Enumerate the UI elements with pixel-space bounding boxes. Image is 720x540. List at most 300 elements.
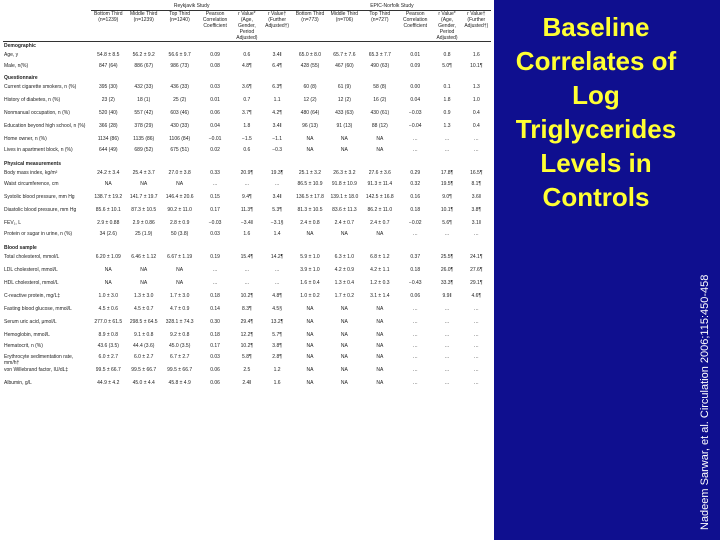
table-cell: 16 (2) [373,97,387,103]
column-header: Middle Third (n=1239) [126,11,161,42]
table-row [3,52,491,63]
table-cell: 99.5 ± 66.7 [131,367,157,373]
table-cell: 139.1 ± 18.0 [330,194,359,200]
table-cell: 1.6 [472,52,480,58]
table-cell: 847 (64) [98,63,118,69]
table-cell: 0.06 [210,367,220,373]
table-cell: 1.3 [443,123,451,129]
table-cell: 1.6 ± 0.4 [300,280,320,286]
table-cell: 0.9 [443,110,451,116]
table-cell: 0.19 [210,254,220,260]
citation-text: Nadeem Sarwar, et al. Circulation 2006;115:450-458 [699,274,711,530]
table-cell: 1106 (84) [169,136,191,142]
table-cell: 4.5 ± 0.6 [98,306,118,312]
table-cell: … [473,319,479,325]
table-cell: … [412,231,418,237]
table-row [3,343,491,354]
table-cell: 520 (40) [98,110,118,116]
table-cell: 2.5 [243,367,251,373]
table-cell: 0.03 [210,84,220,90]
table-cell: 1.7 ± 0.2 [334,293,355,299]
row-label: FEV₁, L [4,220,21,226]
table-cell: 0.29 [410,170,421,176]
table-cell: 0.32 [410,181,421,187]
table-cell: NA [176,280,184,286]
column-header: r Value* (Age, Gender, Period Adjusted) [232,11,261,42]
table-cell: 1134 (86) [97,136,119,142]
table-cell: 99.5 ± 66.7 [167,367,193,373]
table-cell: … [444,319,450,325]
table-cell: 428 (55) [300,63,320,69]
table-cell: … [274,267,280,273]
table-cell: 24.1¶ [470,254,483,260]
table-cell: NA [376,343,384,349]
table-cell: 9.9‖ [442,293,452,299]
table-cell: 1.8 [243,123,251,129]
table-cell: 0.18 [410,207,421,213]
table-cell: 65.3 ± 7.7 [368,52,391,58]
row-label: Serum uric acid, μmol/L [4,319,57,325]
row-label: LDL cholesterol, mmol/L [4,267,58,273]
table-cell: NA [140,181,148,187]
table-cell: 0.06 [410,293,421,299]
table-cell: NA [340,367,348,373]
column-header: Top Third (n=727) [362,11,398,42]
table-cell: 675 (51) [170,147,189,153]
table-cell: 366 (28) [98,123,118,129]
table-row [3,380,491,391]
table-cell: 10.2¶ [240,293,254,299]
table-cell: 4.7 ± 0.9 [169,306,190,312]
table-cell: 90.2 ± 11.0 [167,207,192,213]
table-cell: 6.8 ± 1.2 [370,254,390,260]
table-cell: 12.2¶ [240,332,254,338]
table-cell: 0.08 [210,63,220,69]
table-cell: 10.2¶ [240,343,254,349]
table-cell: 378 (29) [134,123,154,129]
row-label: Male, n(%) [4,63,29,69]
table-row [3,181,491,194]
table-cell: NA [376,354,384,360]
table-cell: 1.0 [472,97,480,103]
study-group-header: Reykjavik Study [91,3,293,11]
table-cell: 58 (8) [373,84,387,90]
row-label: Diastolic blood pressure, mm Hg [4,207,77,213]
table-row [3,136,491,147]
table-cell: … [412,147,418,153]
table-cell: 1.4 [273,231,281,237]
table-cell: 16.5¶ [470,170,483,176]
row-label: Hemoglobin, mmol/L [4,332,50,338]
row-label: Home owner, n (%) [4,136,47,142]
row-label: Protein or sugar in urine, n (%) [4,231,73,237]
table-cell: 19.3¶ [270,170,284,176]
table-cell: 1.1 [273,97,281,103]
table-cell: 0.00 [410,84,421,90]
table-cell: 10.1¶ [440,207,454,213]
column-header: Middle Third (n=706) [327,11,361,42]
table-row [3,110,491,123]
table-cell: 0.15 [210,194,220,200]
table-cell: −3.4‖ [240,220,253,226]
table-cell: 61 (9) [337,84,351,90]
row-label: C-reactive protein, mg/L‡ [4,293,61,299]
table-cell: 25.5¶ [440,254,454,260]
table-cell: … [244,181,250,187]
table-cell: 6.67 ± 1.19 [167,254,193,260]
row-label: von Willebrand factor, IU/dL‡ [4,367,69,373]
table-cell: NA [376,147,384,153]
table-cell: 3.4‖ [272,52,282,58]
table-cell: −1.1 [272,136,283,142]
table-cell: 395 (30) [98,84,118,90]
table-cell: 24.2 ± 3.4 [97,170,120,176]
table-cell: 3.1‖ [471,220,481,226]
table-cell: 25.1 ± 3.2 [298,170,322,176]
table-row [3,84,491,97]
table-row [3,306,491,319]
table-cell: NA [340,343,348,349]
table-cell: NA [306,343,314,349]
table-cell: … [274,181,280,187]
table-cell: NA [376,306,384,312]
table-cell: 5.8¶ [242,354,252,360]
table-cell: 1135 (86) [133,136,155,142]
column-header: Top Third (n=1240) [161,11,197,42]
table-cell: 480 (64) [300,110,320,116]
table-cell: 6.20 ± 1.09 [95,254,121,260]
table-cell: 0.01 [210,97,220,103]
table-row [3,367,491,380]
table-cell: 6.4¶ [272,63,282,69]
table-cell: 33.3¶ [440,280,454,286]
table-cell: 328.1 ± 74.3 [165,319,194,325]
row-label-header [3,11,91,42]
table-cell: 88 (12) [371,123,388,129]
table-cell: … [244,280,250,286]
column-header: Bottom Third (n=1239) [91,11,126,42]
table-cell: 6.0 ± 2.7 [98,354,118,360]
table-cell: NA [176,181,184,187]
table-cell: −0.02 [408,220,422,226]
column-header: r Value† (Further Adjusted†) [462,11,491,42]
table-cell: … [412,306,418,312]
table-row [3,332,491,343]
table-cell: 298.5 ± 64.5 [129,319,158,325]
row-label: Education beyond high school, n (%) [4,123,86,129]
table-cell: 56.2 ± 9.2 [132,52,155,58]
table-cell: 5.0¶ [442,63,452,69]
table-cell: … [412,136,418,142]
table-row [3,267,491,280]
table-cell: 4.2 ± 1.1 [370,267,390,273]
row-label: Body mass index, kg/m² [4,170,58,176]
table-cell: … [412,319,418,325]
table-cell: 99.5 ± 66.7 [95,367,121,373]
table-cell: 603 (46) [170,110,189,116]
table-cell: 5.9 ± 1.0 [300,254,320,260]
study-group-header: EPIC-Norfolk Study [293,3,491,11]
table-cell: NA [104,280,112,286]
table-cell: 25.4 ± 3.7 [132,170,155,176]
table-cell: 27.0 ± 3.8 [168,170,191,176]
table-cell: 91.3 ± 11.4 [367,181,393,187]
table-cell: 10.1¶ [470,63,483,69]
table-cell: 0.4 [472,123,480,129]
table-cell: NA [306,147,314,153]
table-cell: 17.8¶ [440,170,454,176]
table-cell: 886 (67) [134,63,154,69]
table-cell: 0.18 [210,332,220,338]
table-cell: … [473,147,479,153]
column-header: Pearson Correlation Coefficient [198,11,232,42]
table-cell: … [444,332,450,338]
table-cell: 2.8 ± 0.9 [169,220,190,226]
table-cell: 5.7¶ [272,332,282,338]
table-cell: 0.14 [210,306,220,312]
table-cell: 430 (61) [370,110,390,116]
table-cell: NA [306,332,314,338]
table-cell: NA [376,367,384,373]
table-cell: … [412,332,418,338]
table-cell: 5.6¶ [442,220,452,226]
table-cell: 141.7 ± 19.7 [129,194,158,200]
table-cell: −0.43 [408,280,422,286]
table-cell: NA [306,231,314,237]
table-cell: 15.4¶ [240,254,254,260]
table-cell: NA [376,231,384,237]
table-cell: 12 (2) [337,97,351,103]
table-cell: NA [306,354,314,360]
table-cell: 136.5 ± 17.8 [296,194,324,200]
table-cell: 644 (49) [98,147,118,153]
row-label: History of diabetes, n (%) [4,97,61,103]
table-cell: 3.9 ± 1.0 [300,267,320,273]
table-cell: NA [306,306,314,312]
table-cell: 2.4 ± 0.8 [300,220,320,226]
column-header: Pearson Correlation Coefficient [398,11,432,42]
table-cell: 557 (42) [134,110,154,116]
table-cell: … [473,306,479,312]
table-cell: 65.0 ± 8.0 [298,52,322,58]
table-cell: 0.01 [410,52,421,58]
table-cell: NA [340,380,348,386]
slide-title: Baseline Correlates of Log Triglycerides Levels in Controls [515,12,677,212]
table-cell: −3.1§ [270,220,284,226]
table-cell: NA [340,319,348,325]
table-cell: 8.1¶ [471,181,482,187]
table-row [3,123,491,136]
table-cell: 83.6 ± 11.3 [332,207,357,213]
column-header: r Value† (Further Adjusted†) [261,11,292,42]
table-row [3,354,491,367]
table-cell: … [473,231,479,237]
table-cell: 81.3 ± 10.5 [297,207,323,213]
table-cell: 138.7 ± 19.2 [94,194,123,200]
table-cell: 0.30 [210,319,220,325]
table-cell: 4.8¶ [242,63,252,69]
table-cell: NA [340,147,348,153]
table-cell: 29.1¶ [470,280,483,286]
table-cell: 0.1 [443,84,451,90]
table-cell: 1.3 ± 0.4 [334,280,355,286]
table-cell: 29.4¶ [240,319,254,325]
table-cell: −0.04 [408,123,422,129]
table-cell: NA [340,332,348,338]
table-cell: 1.2 [273,367,281,373]
table-cell: 0.4 [472,110,480,116]
table-cell: 4.5§ [272,306,282,312]
table-cell: 56.6 ± 9.7 [168,52,191,58]
table-cell: NA [176,267,184,273]
table-cell: 467 (60) [335,63,354,69]
table-cell: 1.7 ± 3.0 [169,293,190,299]
table-cell: … [444,367,450,373]
table-cell: … [212,267,218,273]
table-cell: 87.3 ± 10.5 [131,207,157,213]
table-cell: 0.17 [210,343,220,349]
table-cell: … [473,380,479,386]
table-cell: 142.5 ± 16.8 [365,194,394,200]
table-cell: 27.6 ± 3.6 [368,170,391,176]
table-cell: 0.37 [410,254,421,260]
table-row [3,231,491,244]
table-cell: … [473,354,479,360]
table-cell: NA [340,306,348,312]
table-cell: NA [140,280,148,286]
table-cell: 85.6 ± 10.1 [95,207,121,213]
table-cell: 91.8 ± 10.9 [331,181,357,187]
table-cell: 34 (2.6) [99,231,117,237]
table-row [3,220,491,231]
column-header: Bottom Third (n=773) [293,11,327,42]
table-cell: 20.9¶ [240,170,254,176]
table-cell: 0.09 [410,63,421,69]
table-row [3,254,491,267]
table-cell: 9.0¶ [442,194,452,200]
table-cell: 0.33 [210,170,220,176]
table-cell: 26.3 ± 3.2 [333,170,356,176]
table-cell: NA [376,380,384,386]
table-cell: 45.0 ± 4.4 [132,380,155,386]
table-cell: 86.2 ± 11.0 [367,207,393,213]
table-cell: NA [306,319,314,325]
table-row [3,97,491,110]
table-cell: 26.0¶ [440,267,454,273]
table-cell: … [444,380,450,386]
table-cell: 44.9 ± 4.2 [97,380,120,386]
row-label: Current cigarette smokers, n (%) [4,84,77,90]
table-cell: 8.3¶ [242,306,252,312]
table-cell: 6.46 ± 1.12 [131,254,157,260]
table-cell: 23 (2) [101,97,115,103]
table-cell: NA [306,136,314,142]
table-cell: 9.2 ± 0.8 [169,332,190,338]
table-cell: 3.4‖ [272,123,282,129]
table-cell: 3.8¶ [272,343,282,349]
table-cell: 146.4 ± 20.6 [165,194,194,200]
table-cell: 3.6¶ [242,84,252,90]
table-cell: 432 (33) [134,84,154,90]
table-cell: 1.8 [443,97,451,103]
table-cell: … [412,354,418,360]
table-cell: 96 (13) [302,123,318,129]
table-cell: 11.3¶ [240,207,253,213]
table-cell: 6.0 ± 2.7 [133,354,154,360]
table-cell: 27.6¶ [470,267,483,273]
table-cell: 0.06 [210,380,220,386]
table-cell: 4.2¶ [272,110,282,116]
table-cell: … [473,136,479,142]
section-header: Demographic [4,43,36,49]
table-row [3,319,491,332]
row-label: Waist circumference, cm [4,181,59,187]
table-cell: 2.4 ± 0.7 [370,220,390,226]
corner-cell [3,3,91,11]
table-cell: NA [376,319,384,325]
table-cell: 3.4‖ [272,194,282,200]
table-cell: 2.9 ± 0.88 [97,220,120,226]
table-cell: 18 (1) [137,97,151,103]
table-cell: 2.9 ± 0.86 [132,220,155,226]
table-cell: 9.1 ± 0.8 [133,332,154,338]
table-cell: 65.7 ± 7.6 [333,52,356,58]
row-label: Erythrocyte sedimentation rate, mm/h† [4,354,74,366]
row-label: HDL cholesterol, mmol/L [4,280,59,286]
table-cell: 1.3 ± 3.0 [133,293,154,299]
table-cell: NA [104,267,112,273]
table-cell: 3.7¶ [242,110,252,116]
row-label: Hematocrit, n (%) [4,343,43,349]
column-header: r Value* (Age, Gender, Period Adjusted) [432,11,461,42]
table-cell: 14.2¶ [270,254,284,260]
table-cell: … [473,343,479,349]
table-cell: 45.0 (3.5) [168,343,191,349]
table-cell: … [444,136,450,142]
table-row [3,280,491,293]
table-row [3,147,491,160]
row-label: Nonmanual occupation, n (%) [4,110,70,116]
section-header: Physical measurements [4,161,61,167]
table-cell: 4.5 ± 0.7 [133,306,154,312]
table-cell: 0.03 [210,231,220,237]
table-cell: … [444,306,450,312]
table-cell: 43.6 (3.5) [97,343,119,349]
table-cell: 1.3 [472,84,480,90]
table-cell: 0.03 [210,354,220,360]
table-cell: 6.3 ± 1.0 [334,254,355,260]
data-table [3,3,491,391]
table-cell: −0.03 [408,110,422,116]
table-cell: 1.0 ± 0.2 [300,293,320,299]
table-cell: 0.04 [210,123,220,129]
table-cell: 2.4 ± 0.7 [334,220,355,226]
table-cell: 50 (3.8) [171,231,189,237]
table-row [3,207,491,220]
table-cell: 4.2 ± 0.9 [334,267,355,273]
table-cell: … [444,231,450,237]
table-cell: −0.3 [272,147,283,153]
table-cell: 0.17 [210,207,220,213]
table-row [3,293,491,306]
table-cell: NA [340,231,348,237]
table-cell: … [274,280,280,286]
table-cell: NA [306,380,314,386]
table-row [3,63,491,74]
table-cell: 430 (33) [170,123,189,129]
table-cell: 277.0 ± 61.5 [94,319,123,325]
table-cell: 6.3¶ [272,84,282,90]
